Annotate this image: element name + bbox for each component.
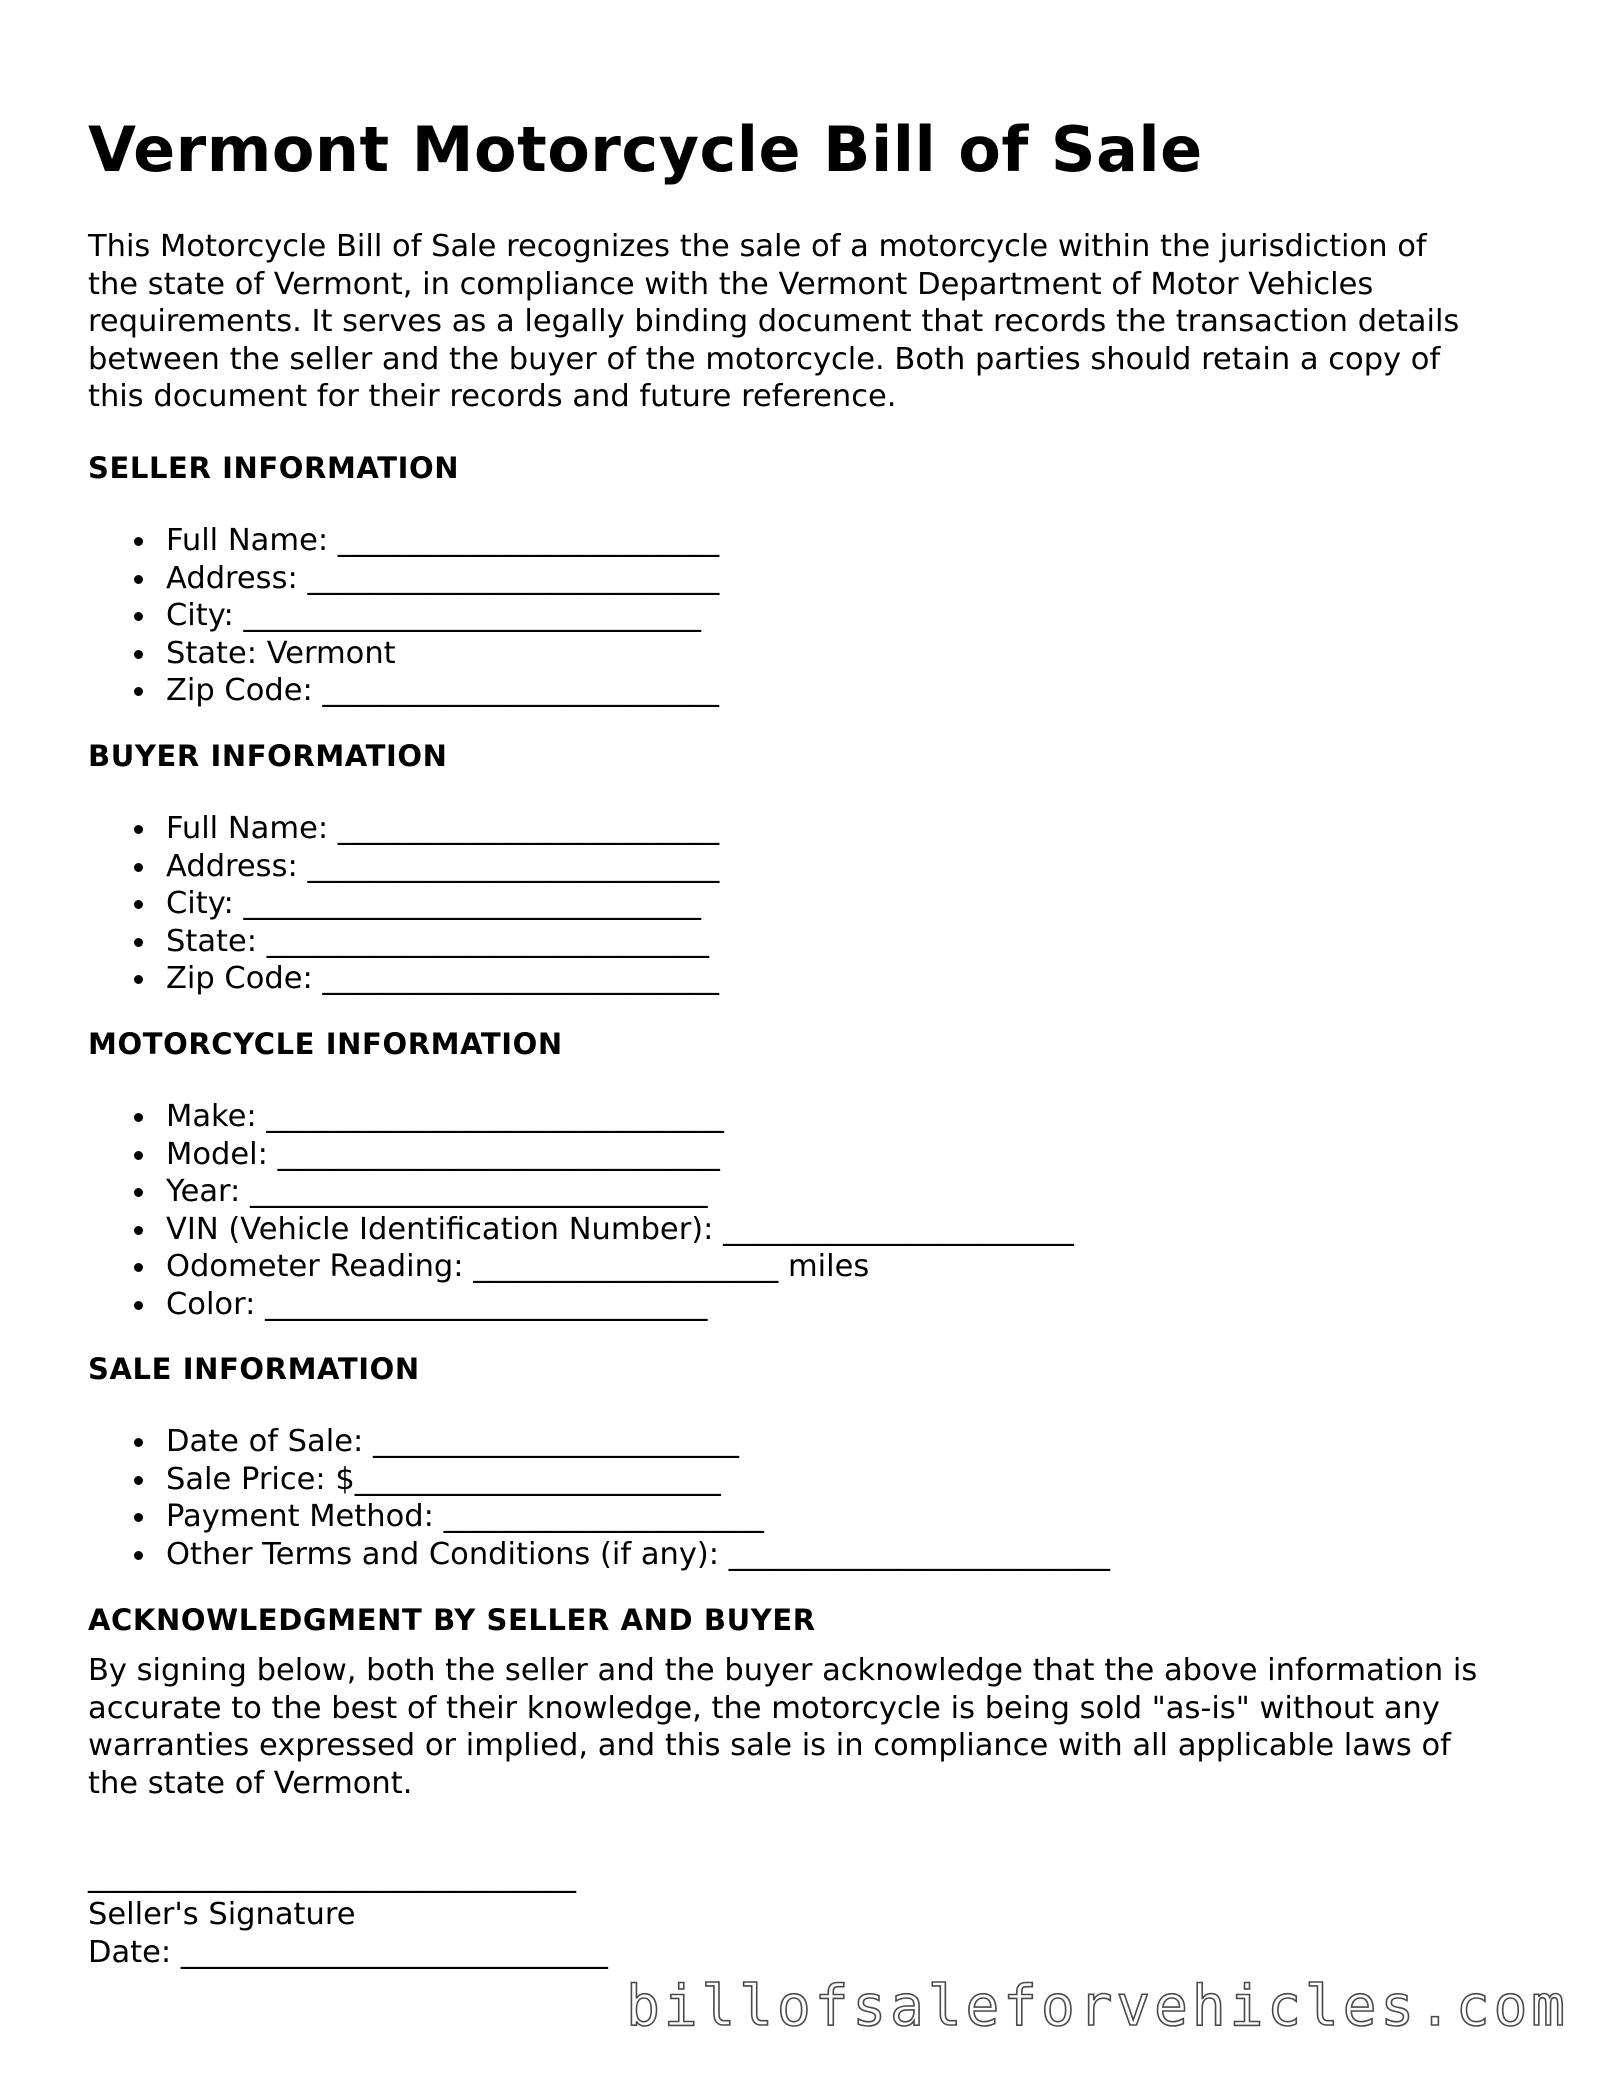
fill-in-blank[interactable]: ________________________: [372, 1424, 739, 1459]
sale-price-field: Sale Price: $________________________: [88, 1461, 1110, 1499]
sale-other-terms-field: Other Terms and Conditions (if any): _________________________: [88, 1536, 1110, 1574]
acknowledgment-line: warranties expressed or implied, and this sale is in compliance with all applicable laws of: [88, 1728, 1451, 1764]
site-watermark: billofsaleforvehicles.com: [626, 1974, 1569, 2039]
buyer-address-field: Address: ___________________________: [88, 848, 719, 886]
fill-in-blank[interactable]: _________________________: [728, 1536, 1111, 1572]
seller-address-field: Address: ___________________________: [88, 560, 719, 598]
buyer-full-name-field: Full Name: _________________________: [88, 810, 719, 848]
seller-signature-label: Seller's Signature: [88, 1897, 356, 1932]
fill-in-blank[interactable]: _______________________: [723, 1211, 1074, 1247]
fill-in-blank[interactable]: __________________________: [322, 673, 719, 709]
fill-in-blank[interactable]: __________________________: [322, 961, 719, 997]
fill-in-blank[interactable]: ______________________________: [266, 1099, 724, 1134]
fill-in-blank[interactable]: _____________________: [443, 1499, 764, 1535]
fill-in-blank[interactable]: _____________________________: [277, 1136, 720, 1172]
motorcycle-year-field: Year: ______________________________: [88, 1173, 1074, 1211]
fill-in-blank[interactable]: ______________________________: [250, 1174, 708, 1210]
odometer-unit: miles: [787, 1249, 870, 1285]
fill-in-blank[interactable]: ___________________________: [307, 560, 720, 596]
motorcycle-color-field: Color: _____________________________: [88, 1286, 1074, 1324]
buyer-state-field: State: _____________________________: [88, 923, 719, 961]
buyer-heading: BUYER INFORMATION: [88, 739, 448, 773]
signature-date-field: [88, 1934, 608, 1972]
buyer-field-list: [88, 810, 719, 998]
acknowledgment-line: By signing below, both the seller and the buyer acknowledge that the above information is: [88, 1653, 1478, 1688]
buyer-zip-field: Zip Code: __________________________: [88, 960, 719, 998]
acknowledgment-line: the state of Vermont.: [88, 1765, 413, 1801]
document-title: Vermont Motorcycle Bill of Sale: [88, 113, 1203, 186]
buyer-city-field: City: ______________________________: [88, 885, 719, 923]
motorcycle-field-list: [88, 1098, 1074, 1324]
motorcycle-heading: MOTORCYCLE INFORMATION: [88, 1027, 563, 1061]
fill-in-blank[interactable]: _________________________: [337, 523, 720, 558]
fill-in-blank[interactable]: _____________________________: [265, 1286, 708, 1322]
signature-date-label: Date:: [88, 1935, 172, 1970]
fill-in-blank[interactable]: ______________________________: [243, 598, 702, 634]
fill-in-blank[interactable]: ____________________________: [180, 1935, 608, 1970]
intro-paragraph: [88, 228, 1528, 416]
intro-line: this document for their records and future reference.: [88, 379, 897, 415]
sale-date-field: Date of Sale: ________________________: [88, 1423, 1110, 1461]
acknowledgment-paragraph: [88, 1652, 1528, 1802]
seller-zip-field: Zip Code: __________________________: [88, 672, 719, 710]
seller-full-name-field: Full Name: _________________________: [88, 522, 719, 560]
fill-in-blank[interactable]: ________________________: [354, 1461, 721, 1497]
motorcycle-odometer-field: Odometer Reading: ____________________ miles: [88, 1248, 1074, 1286]
fill-in-blank[interactable]: _________________________: [337, 811, 720, 846]
seller-field-list: [88, 522, 719, 710]
seller-state-field: State: Vermont: [88, 635, 719, 673]
sale-payment-method-field: Payment Method: _____________________: [88, 1498, 1110, 1536]
motorcycle-model-field: Model: _____________________________: [88, 1136, 1074, 1174]
acknowledgment-line: accurate to the best of their knowledge, the motorcycle is being sold "as-is" without any: [88, 1690, 1440, 1726]
motorcycle-make-field: Make: ______________________________: [88, 1098, 1074, 1136]
fill-in-blank[interactable]: ___________________________: [307, 848, 720, 884]
acknowledgment-heading: ACKNOWLEDGMENT BY SELLER AND BUYER: [88, 1603, 816, 1637]
fill-in-blank[interactable]: ____________________: [473, 1249, 779, 1285]
seller-heading: SELLER INFORMATION: [88, 451, 460, 485]
seller-city-field: City: ______________________________: [88, 597, 719, 635]
motorcycle-vin-field: VIN (Vehicle Identification Number): _______________________: [88, 1211, 1074, 1249]
sale-field-list: [88, 1423, 1110, 1573]
intro-line: requirements. It serves as a legally binding document that records the transaction details: [88, 304, 1460, 340]
sale-heading: SALE INFORMATION: [88, 1352, 420, 1386]
seller-signature-line[interactable]: ________________________________: [88, 1859, 576, 1894]
fill-in-blank[interactable]: ______________________________: [243, 886, 702, 922]
intro-line: the state of Vermont, in compliance with the Vermont Department of Motor Vehicles: [88, 266, 1374, 302]
fill-in-blank[interactable]: _____________________________: [266, 923, 709, 959]
intro-line: This Motorcycle Bill of Sale recognizes the sale of a motorcycle within the jurisdiction of: [88, 229, 1427, 264]
intro-line: between the seller and the buyer of the motorcycle. Both parties should retain a copy of: [88, 341, 1441, 377]
